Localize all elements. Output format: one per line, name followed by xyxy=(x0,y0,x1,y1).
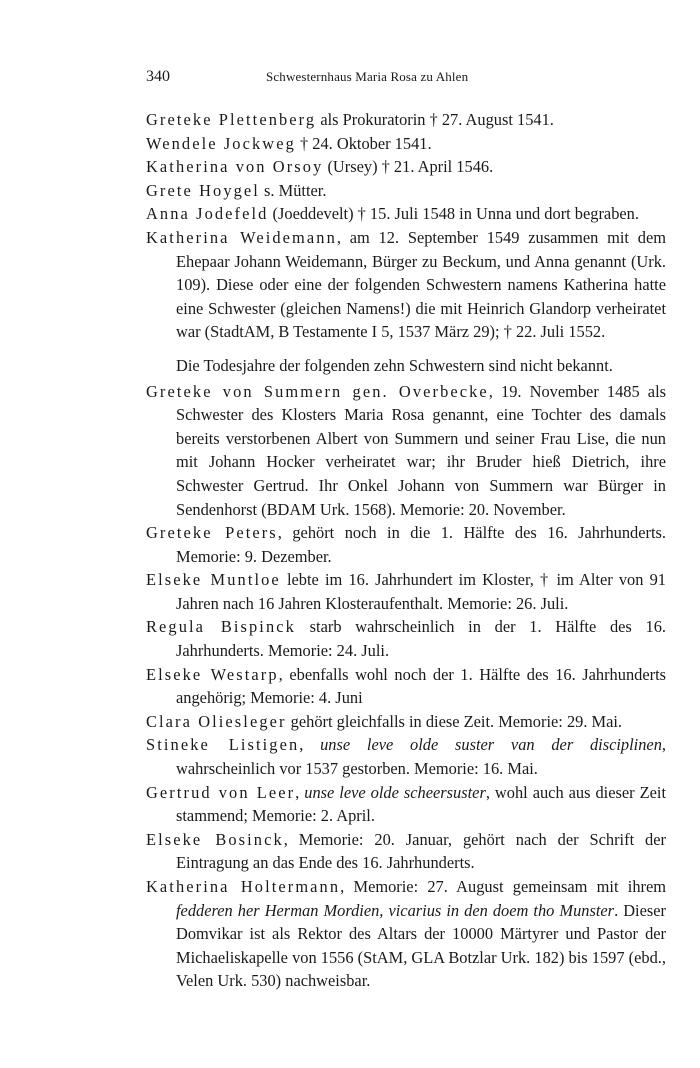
latin-quote: fedderen her Herman Mordien, vicarius in den doem tho Munster xyxy=(176,900,615,920)
sister-name: Elseke Muntloe xyxy=(146,570,281,590)
sister-name: Greteke von Summern gen. Overbecke xyxy=(146,381,489,401)
sister-name: Regula Bispinck xyxy=(146,617,296,637)
list-item xyxy=(146,179,666,203)
list-item xyxy=(146,521,666,568)
entry-text: , wahrscheinlich vor 1537 gestorben. Memorie: 16. Mai. xyxy=(176,735,666,779)
entry-text: , wohl auch aus dieser Zeit stammend; Memorie: 2. April. xyxy=(176,782,666,826)
sister-name: Greteke Plettenberg xyxy=(146,110,317,129)
sister-name: Anna Jodefeld xyxy=(146,204,269,224)
entry-text: , am 12. September 1549 zusammen mit dem Ehepaar Johann Weidemann, Bürger zu Beckum, und Anna genannt (Urk. 109). Diese oder eine der folgenden Schwestern namens Katherina hatte eine Schwester (gleichen Namens!) die mit Heinrich Glandorp verheiratet war (StadtAM, B Testamente I 5, 1537 März 29); † 22. Juli 1552. xyxy=(176,227,666,342)
entry-text: , Memorie: 20. Januar, gehört nach der Schrift der Eintragung an das Ende des 16. Jahrhunderts. xyxy=(176,829,666,873)
sister-name: Gertrud von Leer xyxy=(146,782,296,802)
entry-text: † 24. Oktober 1541. xyxy=(295,133,432,153)
sister-name: Elseke Bosinck xyxy=(146,829,284,849)
entry-text: starb wahrscheinlich in der 1. Hälfte des 16. Jahrhunderts. Memorie: 24. Juli. xyxy=(176,617,667,661)
list-item xyxy=(146,132,666,156)
list-item xyxy=(146,108,666,132)
entry-text: (Joeddevelt) † 15. Juli 1548 in Unna und dort begraben. xyxy=(268,204,639,224)
list-item xyxy=(146,828,666,875)
entry-text: , gehört noch in die 1. Hälfte des 16. Jahrhunderts. Memorie: 9. Dezember. xyxy=(176,523,666,566)
section-note: Die Todesjahre der folgenden zehn Schwestern sind nicht bekannt. xyxy=(176,355,613,375)
sister-name: Katherina von Orsoy xyxy=(146,157,324,177)
list-item xyxy=(146,155,666,179)
list-item xyxy=(146,568,666,615)
sister-name: Clara Oliesleger xyxy=(146,711,287,731)
entry-text: lebte im 16. Jahrhundert im Kloster, † im Alter von 91 Jahren nach 16 Jahren Klosteraufenthalt. Memorie: 26. Juli. xyxy=(176,570,667,613)
list-item: Stineke Listigen, unse leve olde suster van der disciplinen, wahrscheinlich vor 1537 gestorben. Memorie: 16. Mai. xyxy=(146,735,666,779)
entry-text: . Dieser Domvikar ist als Rektor des Altars der 10000 Märtyrer und Pastor der Michaeliskapelle von 1556 (StAM, GLA Botzlar Urk. 182) bis 1597 (ebd., Velen Urk. 530) nachweisbar. xyxy=(176,900,666,991)
list-item xyxy=(146,663,666,710)
list-item: Gertrud von Leer, unse leve olde scheersuster, wohl auch aus dieser Zeit stammend; Memorie: 2. April. xyxy=(146,782,666,826)
sister-name: Stineke Listigen xyxy=(146,735,300,755)
latin-quote: unse leve olde suster van der disciplinen xyxy=(320,735,662,755)
page-number: 340 xyxy=(146,68,170,85)
page-header xyxy=(146,68,666,88)
sister-name: Grete Hoygel xyxy=(146,180,260,200)
sister-name: Greteke Peters xyxy=(146,523,278,543)
entry-text: , 19. November 1485 als Schwester des Klosters Maria Rosa genannt, eine Tochter des damals bereits verstorbenen Albert von Summern und seiner Frau Lise, die nun mit Johann Hocker verheiratet war; ihr Bruder hieß Dietrich, ihre Schwester Gertrud. Ihr Onkel Johann von Summern war Bürger in Sendenhorst (BDAM Urk. 1568). Memorie: 20. November. xyxy=(176,381,666,519)
latin-quote: unse leve olde scheersuster xyxy=(304,782,486,802)
sister-name: Elseke Westarp xyxy=(146,664,279,684)
sister-name: Katherina Weidemann xyxy=(146,227,337,247)
entry-text: (Ursey) † 21. April 1546. xyxy=(323,157,494,177)
sister-name: Wendele Jockweg xyxy=(146,133,296,153)
sister-name: Katherina Holtermann xyxy=(146,877,341,896)
list-item xyxy=(146,615,666,662)
entry-text: s. Mütter. xyxy=(259,180,327,200)
entry-text: gehört gleichfalls in diese Zeit. Memorie: 29. Mai. xyxy=(286,711,623,731)
list-item xyxy=(146,710,666,734)
entry-text: als Prokuratorin † 27. August 1541. xyxy=(316,110,554,129)
entry-text: , Memorie: 27. August gemeinsam mit ihrem xyxy=(340,877,666,896)
running-title: Schwesternhaus Maria Rosa zu Ahlen xyxy=(266,69,469,84)
page-body xyxy=(146,108,666,993)
list-item xyxy=(146,380,666,522)
list-item xyxy=(146,875,666,993)
list-item xyxy=(146,202,666,226)
list-item xyxy=(146,226,666,344)
entry-text: , ebenfalls wohl noch der 1. Hälfte des 16. Jahrhunderts angehörig; Memorie: 4. Juni xyxy=(176,664,667,708)
